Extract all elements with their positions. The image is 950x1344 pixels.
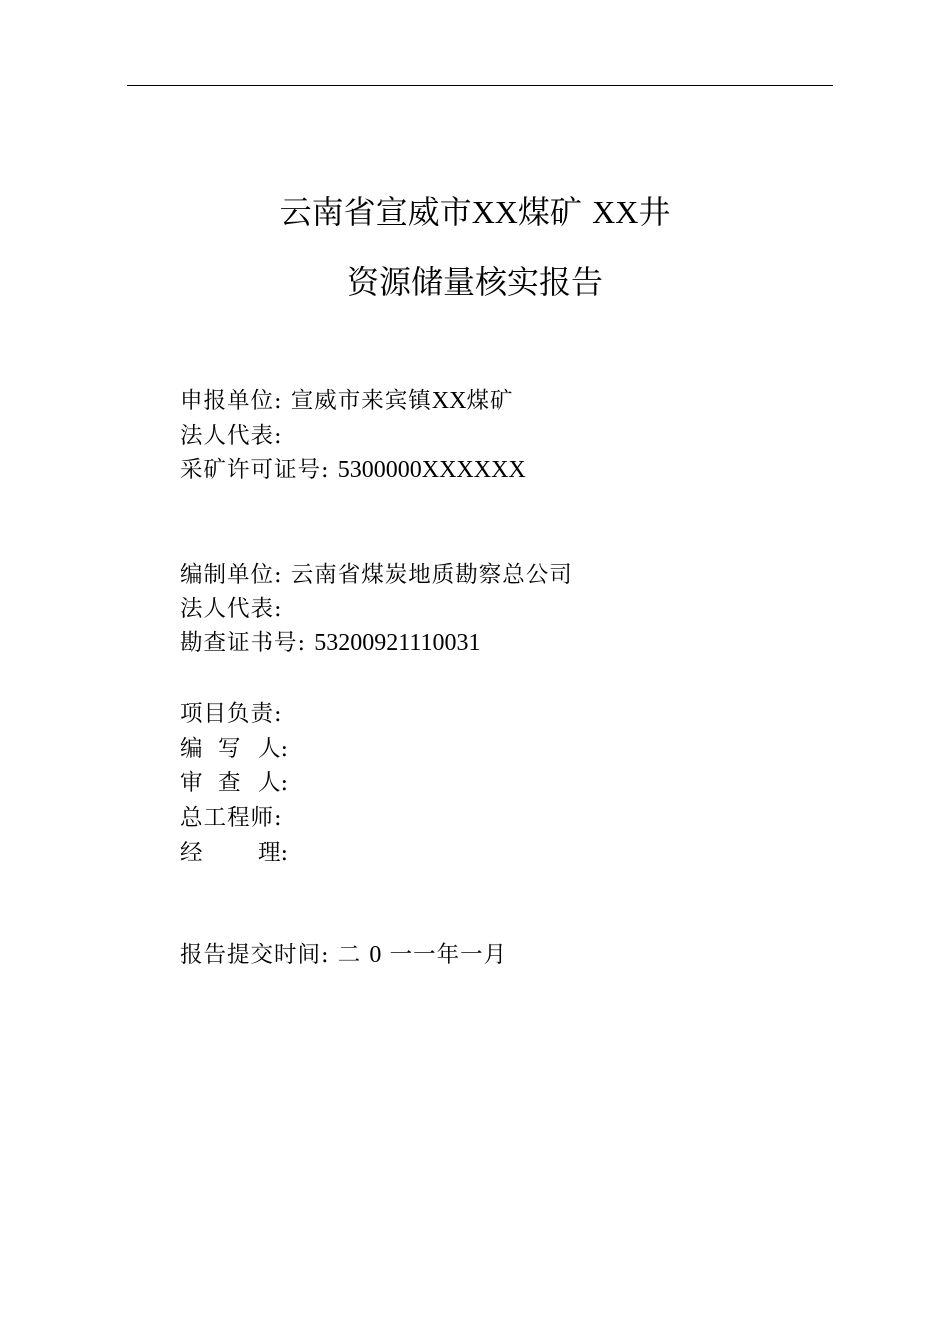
compiler-unit-value: 云南省煤炭地质勘察总公司 (290, 562, 573, 588)
survey-cert-row (180, 628, 480, 658)
compiler-unit-row (180, 560, 573, 590)
manager-label-char: 经 (180, 840, 203, 866)
survey-cert-value: 53200921110031 (314, 630, 481, 656)
title-placeholder: XX (592, 194, 639, 230)
survey-cert-label: 勘查证书号: (180, 630, 307, 656)
applicant-unit-row (180, 386, 513, 416)
applicant-unit-label: 申报单位: (180, 388, 283, 414)
compiler-legal-rep-label: 法人代表: (180, 596, 283, 622)
compiler-unit-label: 编制单位: (180, 562, 283, 588)
reviewer-label (180, 768, 288, 798)
writer-label-char: 人: (258, 736, 289, 762)
applicant-unit-value: 宣威市来宾镇 (290, 388, 432, 414)
mining-license-value: 5300000XXXXXX (337, 457, 526, 483)
submission-date-value: 一一年一月 (389, 942, 508, 968)
reviewer-label-char: 查 (218, 770, 241, 796)
title-text: 云南省宣威市 (279, 193, 472, 231)
project-lead-label: 项目负责: (180, 701, 283, 727)
applicant-unit-value-suffix: 煤矿 (466, 388, 514, 414)
writer-label-char: 编 (180, 736, 203, 762)
mining-license-row (180, 455, 526, 485)
reviewer-label-char: 人: (258, 770, 289, 796)
applicant-legal-rep-label: 法人代表: (180, 423, 283, 449)
chief-engineer-label: 总工程师: (180, 805, 283, 831)
writer-label-char: 写 (218, 736, 241, 762)
title-placeholder: XX (471, 194, 518, 230)
submission-date-label: 报告提交时间: (180, 942, 330, 968)
submission-date-row (180, 940, 507, 970)
report-title-line-1 (0, 192, 950, 232)
report-title-line-2: 资源储量核实报告 (346, 263, 603, 301)
submission-date-value: 二 (337, 942, 362, 968)
title-text: 煤矿 (517, 193, 582, 231)
submission-date-value: 0 (369, 942, 382, 968)
header-rule (127, 85, 833, 86)
title-text: 井 (638, 193, 671, 231)
mining-license-label: 采矿许可证号: (180, 457, 330, 483)
manager-label (180, 838, 288, 868)
applicant-unit-placeholder: XX (431, 388, 467, 414)
writer-label (180, 734, 288, 764)
reviewer-label-char: 审 (180, 770, 203, 796)
manager-label-char: 理: (258, 840, 289, 866)
